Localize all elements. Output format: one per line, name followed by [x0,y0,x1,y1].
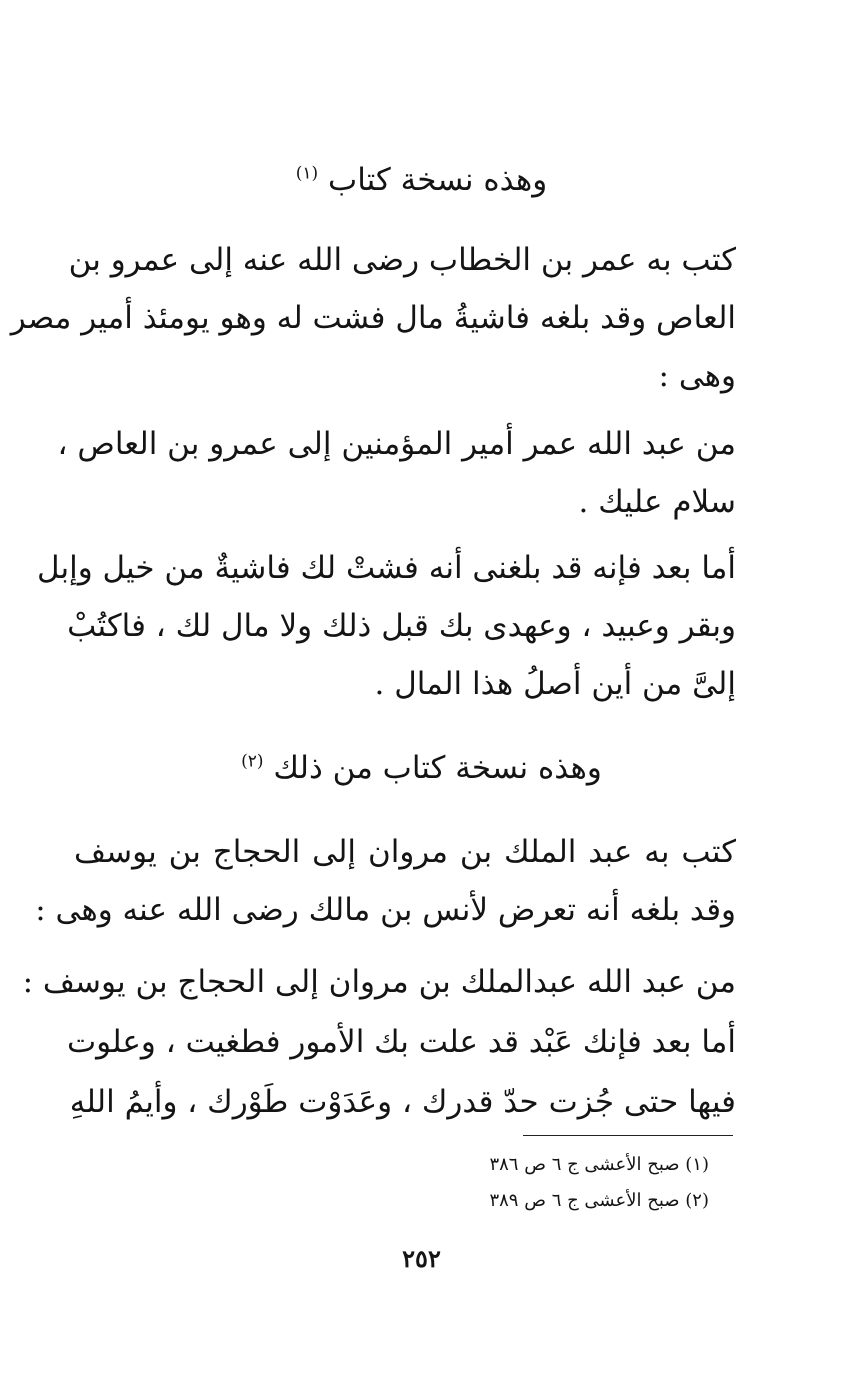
text-line: من عبد الله عمر أمير المؤمنين إلى عمرو بن العاص ، [57,426,736,462]
text-line: كتب به عمر بن الخطاب رضى الله عنه إلى عمرو بن [68,242,736,278]
footnote-1: (١) صبح الأعشى ج ٦ ص ٣٨٦ [489,1154,709,1175]
heading-letter-1 [0,160,843,200]
text-line: كتب به عبد الملك بن مروان إلى الحجاج بن يوسف [74,834,736,870]
footnote-marker-2: (٢) [241,751,264,772]
text-line: العاص وقد بلغه فاشيةُ مال فشت له وهو يومئذ أمير مصر [10,300,736,336]
text-line: فيها حتى جُزت حدّ قدرك ، وعَدَوْت طَوْرك ، وأيمُ اللهِ [69,1084,736,1120]
page-number: ٢٥٢ [402,1244,441,1273]
footnote-marker-1: (١) [295,163,319,184]
heading-letter-2-text: وهذه نسخة كتاب من ذلك [273,750,602,786]
text-line: أما بعد فإنه قد بلغنى أنه فشتْ لك فاشيةٌ من خيل وإبل [37,550,736,586]
text-line: إلىَّ من أين أصلُ هذا المال . [374,666,736,702]
text-line: من عبد الله عبدالملك بن مروان إلى الحجاج بن يوسف : [22,964,736,1000]
footnote-divider [523,1135,733,1136]
heading-letter-2 [0,748,843,788]
text-line: سلام عليك . [578,484,736,520]
heading-letter-1-text: وهذه نسخة كتاب [328,162,548,198]
text-line: وقد بلغه أنه تعرض لأنس بن مالك رضى الله عنه وهى : [35,892,736,928]
text-line: وهى : [658,358,736,394]
text-line: وبقر وعبيد ، وعهدى بك قبل ذلك ولا مال لك ، فاكتُبْ [67,608,736,644]
footnote-2: (٢) صبح الأعشى ج ٦ ص ٣٨٩ [489,1190,709,1211]
text-line: أما بعد فإنك عَبْد قد علت بك الأمور فطغيت ، وعلوت [66,1024,736,1060]
